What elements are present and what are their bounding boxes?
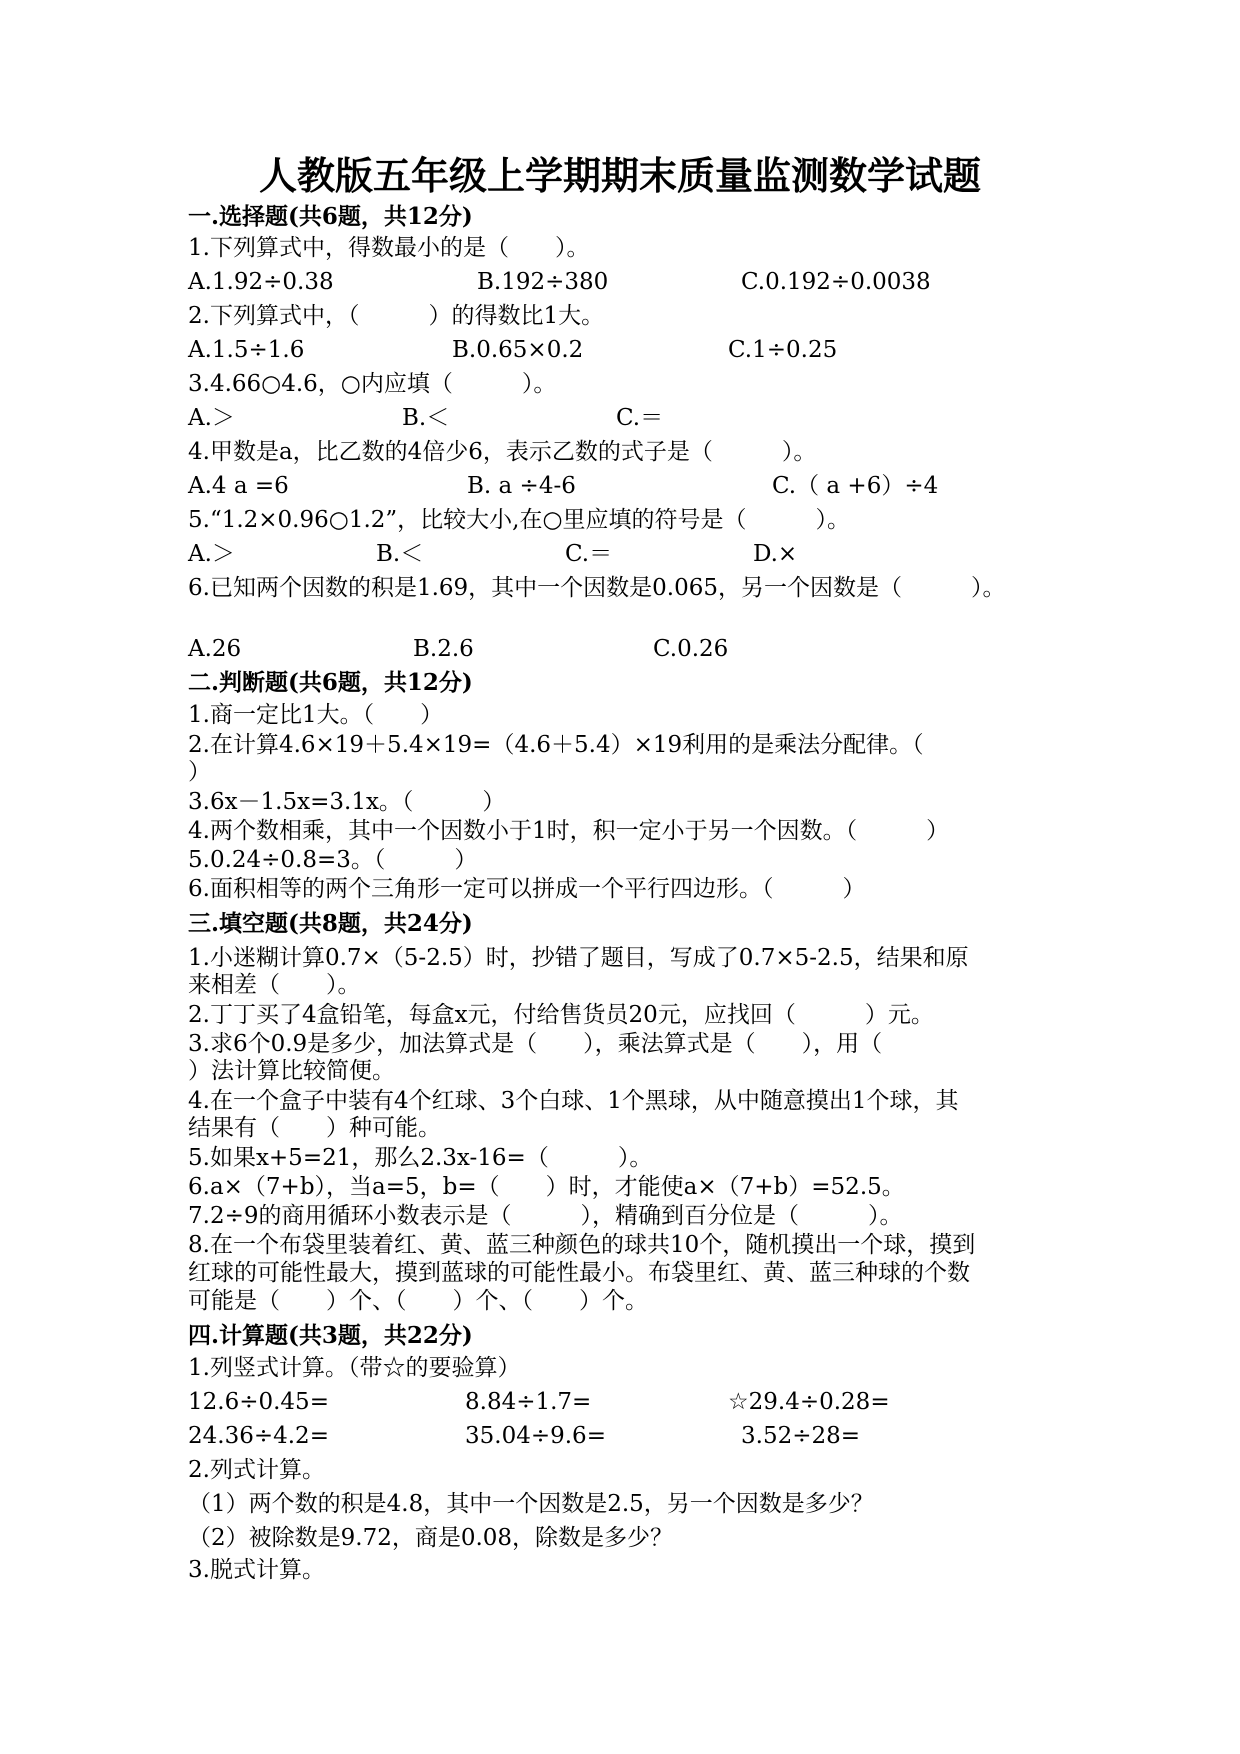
question-text: 3.4.66○4.6，○内应填（ ）。: [188, 371, 557, 397]
option-a: A.26: [188, 636, 242, 662]
calc-item: 8.84÷1.7=: [465, 1389, 592, 1415]
option-b: B.192÷380: [477, 269, 609, 295]
question-text-continued: ）: [188, 759, 211, 785]
option-a: A.4 a =6: [188, 473, 289, 499]
question-text: 3.求6个0.9是多少，加法算式是（ ），乘法算式是（ ），用（: [188, 1031, 883, 1057]
option-c: C.＝: [616, 405, 664, 431]
question-text: 5.0.24÷0.8=3。（ ）: [188, 847, 478, 873]
question-text: 6.a×（7+b），当a=5，b=（ ）时，才能使a×（7+b）=52.5。: [188, 1174, 905, 1200]
question-text: 2.在计算4.6×19＋5.4×19=（4.6＋5.4）×19利用的是乘法分配律。（: [188, 732, 924, 758]
option-c: C.＝: [565, 541, 613, 567]
option-a: A.＞: [188, 405, 235, 431]
section-heading-calculation: 四.计算题(共3题，共22分): [188, 1322, 473, 1349]
section-heading-fill: 三.填空题(共8题，共24分): [188, 910, 473, 937]
option-c: C.1÷0.25: [728, 337, 838, 363]
option-a: A.1.92÷0.38: [188, 269, 334, 295]
option-b: B.0.65×0.2: [452, 337, 584, 363]
question-text: 1.小迷糊计算0.7×（5-2.5）时，抄错了题目，写成了0.7×5-2.5，结果和原: [188, 945, 969, 971]
question-text: 1.下列算式中，得数最小的是（ ）。: [188, 235, 590, 261]
question-text: 2.列式计算。: [188, 1457, 325, 1483]
question-text: 3.6x－1.5x=3.1x。（ ）: [188, 789, 506, 815]
question-text: 2.下列算式中，（ ）的得数比1大。: [188, 303, 605, 329]
question-text: 4.在一个盒子中装有4个红球、3个白球、1个黑球，从中随意摸出1个球，其: [188, 1088, 959, 1114]
question-text-continued: 红球的可能性最大，摸到蓝球的可能性最小。布袋里红、黄、蓝三种球的个数: [188, 1260, 970, 1286]
question-text: 2.丁丁买了4盒铅笔，每盒x元，付给售货员20元，应找回（ ）元。: [188, 1002, 934, 1028]
question-text-continued: 可能是（ ）个、（ ）个、（ ）个。: [188, 1288, 648, 1314]
question-text: 4.两个数相乘，其中一个因数小于1时，积一定小于另一个因数。（ ）: [188, 818, 950, 844]
question-text: 7.2÷9的商用循环小数表示是（ ），精确到百分位是（ ）。: [188, 1203, 903, 1229]
option-a: A.＞: [188, 541, 235, 567]
question-text: 5.如果x+5=21，那么2.3x-16=（ ）。: [188, 1145, 653, 1171]
sub-question: （2）被除数是9.72，商是0.08，除数是多少？: [188, 1525, 674, 1551]
calc-item: ☆29.4÷0.28=: [728, 1389, 890, 1415]
question-text: 4.甲数是a，比乙数的4倍少6，表示乙数的式子是（ ）。: [188, 439, 817, 465]
calc-item: 35.04÷9.6=: [465, 1423, 606, 1449]
option-c: C.0.26: [653, 636, 729, 662]
section-heading-judgment: 二.判断题(共6题，共12分): [188, 669, 473, 696]
question-text: 1.列竖式计算。（带☆的要验算）: [188, 1355, 521, 1381]
calc-item: 12.6÷0.45=: [188, 1389, 329, 1415]
option-b: B. a ÷4-6: [467, 473, 576, 499]
calc-item: 24.36÷4.2=: [188, 1423, 329, 1449]
option-c: C.（ a +6）÷4: [772, 473, 939, 499]
question-text: 1.商一定比1大。（ ）: [188, 702, 444, 728]
sub-question: （1）两个数的积是4.8，其中一个因数是2.5，另一个因数是多少？: [188, 1491, 874, 1517]
question-text: 6.面积相等的两个三角形一定可以拼成一个平行四边形。（ ）: [188, 876, 866, 902]
question-text-continued: 来相差（ ）。: [188, 972, 361, 998]
calc-item: 3.52÷28=: [741, 1423, 861, 1449]
option-d: D.×: [753, 541, 798, 567]
question-text: 8.在一个布袋里装着红、黄、蓝三种颜色的球共10个，随机摸出一个球，摸到: [188, 1232, 976, 1258]
option-a: A.1.5÷1.6: [188, 337, 305, 363]
option-b: B.＜: [376, 541, 424, 567]
question-text-continued: ）法计算比较简便。: [188, 1058, 395, 1084]
question-text-continued: 结果有（ ）种可能。: [188, 1115, 441, 1141]
question-text: 3.脱式计算。: [188, 1557, 325, 1583]
section-heading-choice: 一.选择题(共6题，共12分): [188, 203, 473, 230]
page-title: 人教版五年级上学期期末质量监测数学试题: [258, 153, 981, 198]
question-text: 6.已知两个因数的积是1.69，其中一个因数是0.065，另一个因数是（ ）。: [188, 575, 1006, 601]
question-text: 5.“1.2×0.96○1.2”，比较大小,在○里应填的符号是（ ）。: [188, 507, 851, 533]
option-b: B.＜: [402, 405, 450, 431]
option-b: B.2.6: [413, 636, 474, 662]
option-c: C.0.192÷0.0038: [741, 269, 931, 295]
